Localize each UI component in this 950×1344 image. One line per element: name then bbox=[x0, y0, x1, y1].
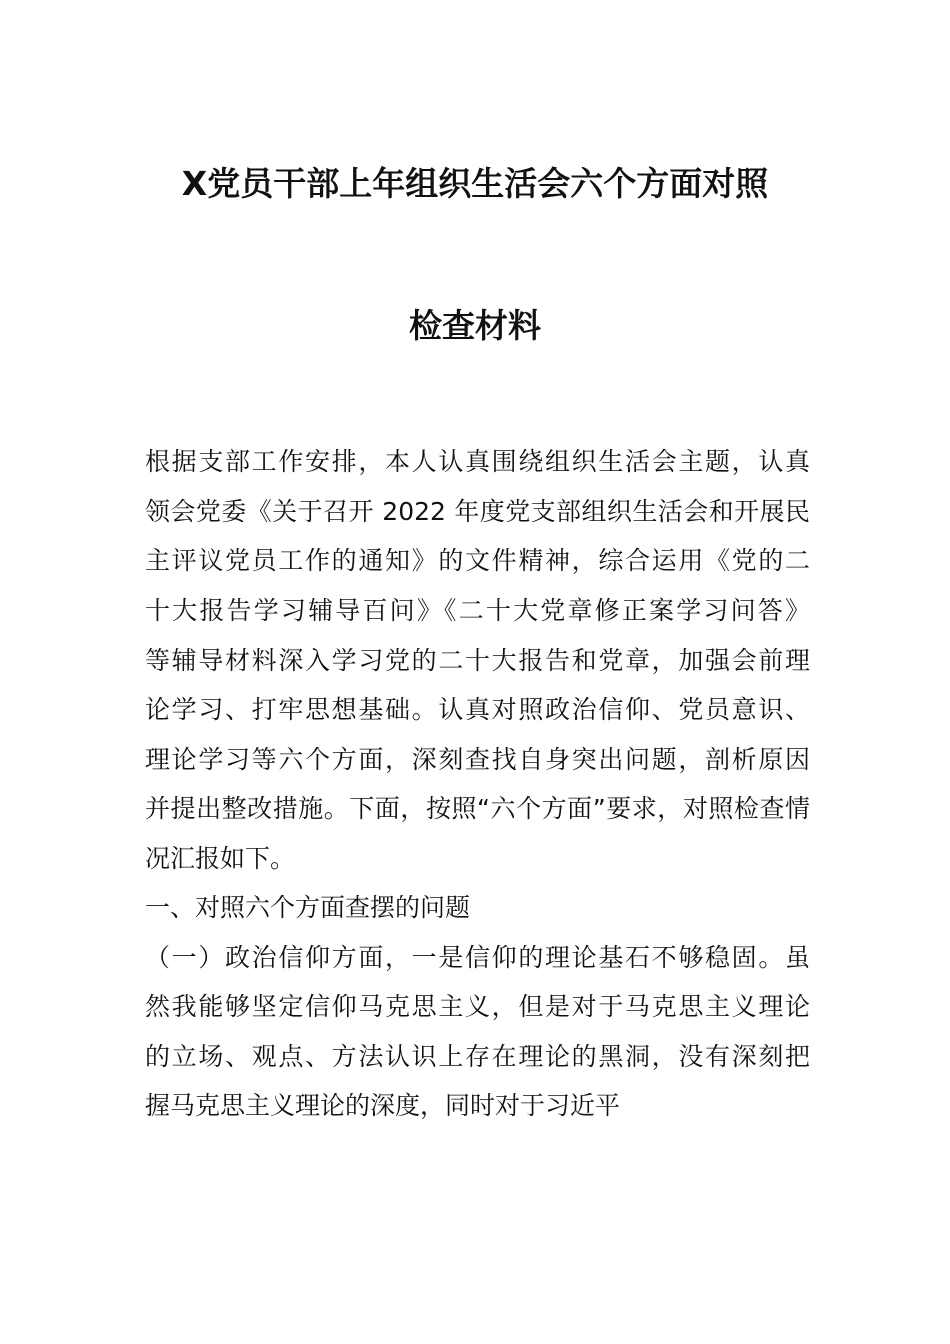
document-title-line-2: 检查材料 bbox=[409, 306, 541, 345]
body-line: 论学习、打牢思想基础。认真对照政治信仰、党员意识、 bbox=[145, 695, 810, 724]
body-line: 等辅导材料深入学习党的二十大报告和党章，加强会前理 bbox=[145, 646, 810, 675]
section-heading: 一、对照六个方面查摆的问题 bbox=[145, 893, 471, 922]
body-line: 的立场、观点、方法认识上存在理论的黑洞，没有深刻把 bbox=[145, 1042, 810, 1071]
body-line: 握马克思主义理论的深度，同时对于习近平 bbox=[145, 1091, 621, 1120]
body-line: 根据支部工作安排，本人认真围绕组织生活会主题，认真 bbox=[145, 447, 810, 476]
document-title-line-1: X党员干部上年组织生活会六个方面对照 bbox=[181, 164, 769, 203]
body-line: 况汇报如下。 bbox=[145, 844, 296, 873]
body-line: 并提出整改措施。下面，按照“六个方面”要求，对照检查情 bbox=[145, 794, 810, 823]
body-line: 理论学习等六个方面，深刻查找自身突出问题，剖析原因 bbox=[145, 745, 810, 774]
body-line: 十大报告学习辅导百问》《二十大党章修正案学习问答》 bbox=[145, 596, 810, 625]
body-line: 领会党委《关于召开 2022 年度党支部组织生活会和开展民 bbox=[145, 497, 810, 526]
body-line: 然我能够坚定信仰马克思主义，但是对于马克思主义理论 bbox=[145, 992, 810, 1021]
body-line: 主评议党员工作的通知》的文件精神，综合运用《党的二 bbox=[145, 546, 810, 575]
body-line: （一）政治信仰方面，一是信仰的理论基石不够稳固。虽 bbox=[145, 943, 810, 972]
